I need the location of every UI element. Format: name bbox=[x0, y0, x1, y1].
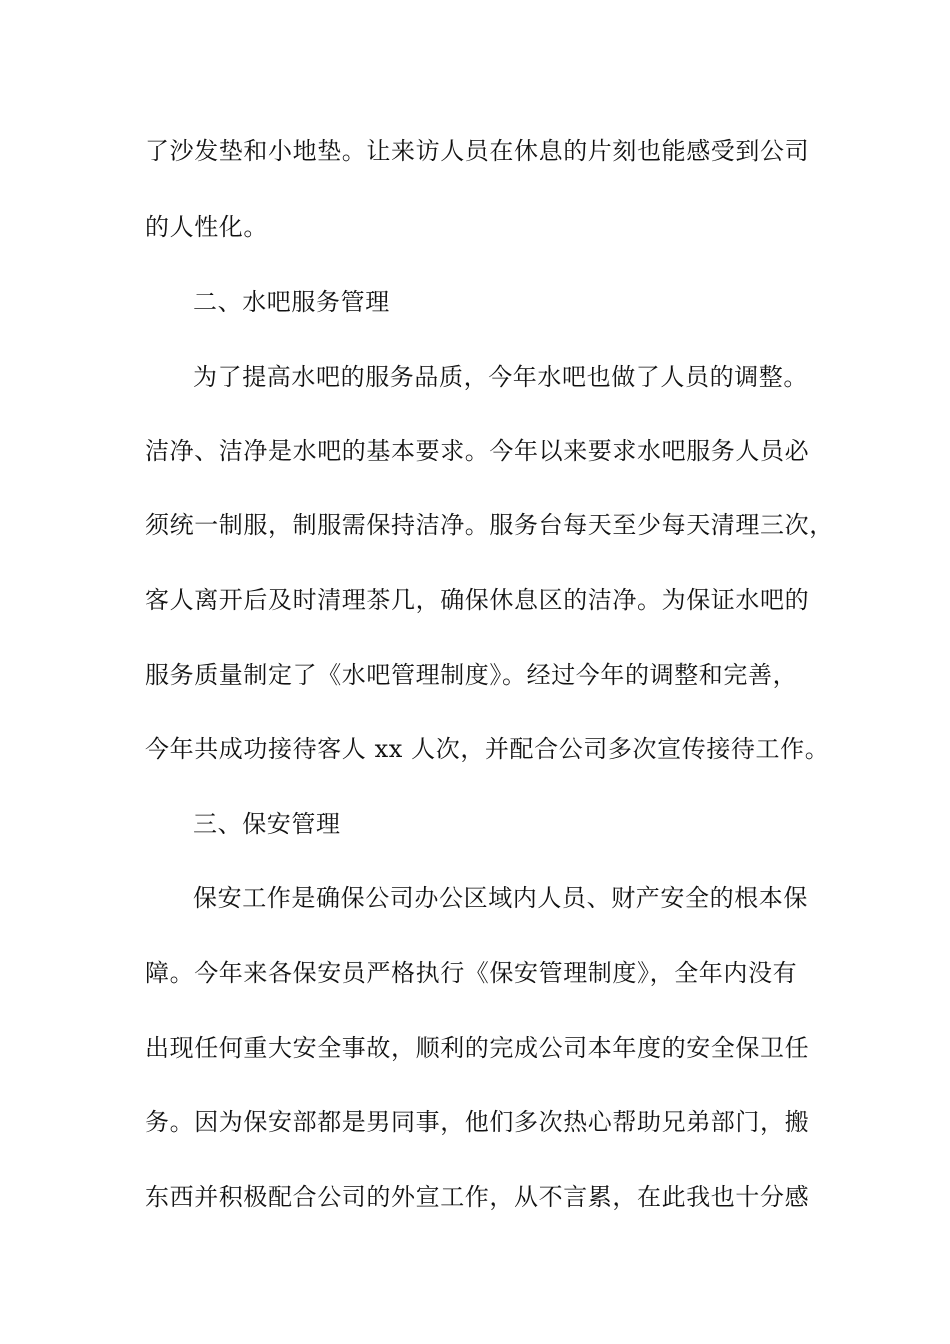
body-text-line: 务。因为保安部都是男同事，他们多次热心帮助兄弟部门，搬 bbox=[145, 1108, 810, 1136]
section-heading-water-bar: 二、水吧服务管理 bbox=[193, 288, 390, 316]
body-text-line: 客人离开后及时清理茶几，确保休息区的洁净。为保证水吧的 bbox=[145, 586, 810, 614]
body-text-line: 服务质量制定了《水吧管理制度》。经过今年的调整和完善， bbox=[145, 661, 798, 689]
body-text-line: 的人性化。 bbox=[145, 213, 268, 241]
body-text-line: 东西并积极配合公司的外宣工作，从不言累，在此我也十分感 bbox=[145, 1183, 810, 1211]
body-text-line: 须统一制服，制服需保持洁净。服务台每天至少每天清理三次， bbox=[145, 511, 834, 539]
body-text-line: 出现任何重大安全事故，顺利的完成公司本年度的安全保卫任 bbox=[145, 1034, 810, 1062]
body-text-line: 今年共成功接待客人 xx 人次，并配合公司多次宣传接待工作。 bbox=[145, 735, 830, 763]
body-text-line: 了沙发垫和小地垫。让来访人员在休息的片刻也能感受到公司 bbox=[145, 137, 810, 165]
body-text-line: 洁净、洁净是水吧的基本要求。今年以来要求水吧服务人员必 bbox=[145, 437, 810, 465]
body-text-line: 为了提高水吧的服务品质，今年水吧也做了人员的调整。 bbox=[193, 363, 808, 391]
section-heading-security: 三、保安管理 bbox=[193, 810, 341, 838]
body-text-line: 保安工作是确保公司办公区域内人员、财产安全的根本保 bbox=[193, 884, 808, 912]
body-text-line: 障。今年来各保安员严格执行《保安管理制度》，全年内没有 bbox=[145, 959, 798, 987]
